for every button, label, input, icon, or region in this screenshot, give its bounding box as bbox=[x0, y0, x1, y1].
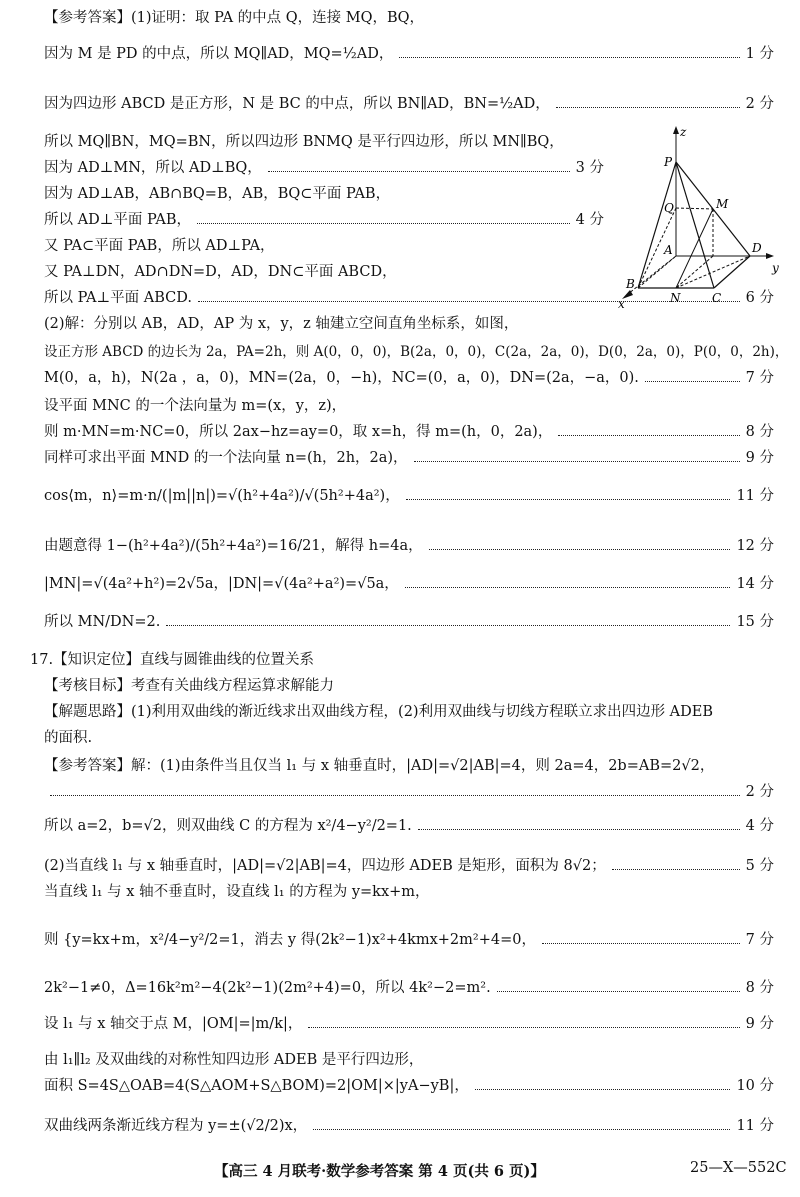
answer-line-3 bbox=[44, 94, 774, 114]
line-text: 所以 MN/DN=2. bbox=[44, 614, 161, 630]
answer-line-4 bbox=[44, 132, 564, 152]
label-b: B bbox=[626, 277, 635, 291]
answer-line-29 bbox=[44, 882, 430, 902]
leader-dots bbox=[542, 943, 740, 944]
answer-line-22 bbox=[44, 676, 334, 696]
answer-line-12 bbox=[44, 342, 788, 362]
leader-dots bbox=[497, 991, 740, 992]
line-text: 面积 S=4S△OAB=4(S△AOM+S△BOM)=2|OM|×|yA−yB|， bbox=[44, 1078, 469, 1094]
leader-dots bbox=[556, 107, 740, 108]
line-text: 因为 AD⊥AB，AB∩BQ=B，AB，BQ⊂平面 PAB， bbox=[44, 186, 391, 202]
label-p: P bbox=[664, 155, 673, 169]
line-text: 因为 AD⊥MN，所以 AD⊥BQ， bbox=[44, 160, 262, 176]
score-label: 2 分 bbox=[745, 96, 774, 112]
answer-line-33 bbox=[44, 1050, 423, 1070]
line-text: 2k²−1≠0，Δ=16k²m²−4(2k²−1)(2m²+4)=0，所以 4k²−2=m². bbox=[44, 980, 491, 996]
line-text: 【参考答案】(1)证明：取 PA 的中点 Q，连接 MQ，BQ， bbox=[44, 10, 425, 26]
segment-mn bbox=[676, 209, 713, 288]
line-text: (2)解：分别以 AB，AD，AP 为 x，y，z 轴建立空间直角坐标系，如图， bbox=[44, 316, 519, 332]
answer-line-28 bbox=[44, 856, 774, 876]
footer-title: 【高三 4 月联考·数学参考答案 第 4 页(共 6 页)】 bbox=[214, 1163, 545, 1180]
leader-dots bbox=[268, 171, 570, 172]
line-text: 设 l₁ 与 x 轴交于点 M，|OM|=|m/k|， bbox=[44, 1016, 303, 1032]
z-axis-arrow bbox=[673, 126, 679, 134]
label-d: D bbox=[752, 241, 762, 255]
answer-line-13 bbox=[44, 368, 774, 388]
leader-dots bbox=[645, 381, 740, 382]
score-label: 12 分 bbox=[736, 538, 774, 554]
score-label: 5 分 bbox=[745, 858, 774, 874]
line-text: 的面积. bbox=[44, 730, 93, 746]
leader-dots bbox=[406, 499, 731, 500]
answer-line-26 bbox=[44, 782, 774, 802]
leader-dots bbox=[414, 461, 740, 462]
answer-line-14 bbox=[44, 396, 346, 416]
footer-code: 25—X—552C bbox=[690, 1160, 787, 1176]
answer-line-34 bbox=[44, 1076, 774, 1096]
edge-cd bbox=[714, 256, 750, 288]
answer-line-7 bbox=[44, 210, 604, 230]
line-text: |MN|=√(4a²+h²)=2√5a，|DN|=√(4a²+a²)=√5a， bbox=[44, 576, 399, 592]
line-text: 所以 AD⊥平面 PAB， bbox=[44, 212, 192, 228]
leader-dots bbox=[612, 869, 740, 870]
leader-dots bbox=[313, 1129, 730, 1130]
leader-dots bbox=[308, 1027, 739, 1028]
edge-pb bbox=[638, 162, 676, 288]
line-text: 又 PA⊥DN，AD∩DN=D，AD，DN⊂平面 ABCD， bbox=[44, 264, 397, 280]
line-text: 【参考答案】解：(1)由条件当且仅当 l₁ 与 x 轴垂直时，|AD|=√2|AB|=4，则 2a=4，2b=AB=2√2， bbox=[44, 758, 715, 774]
answer-line-8 bbox=[44, 236, 275, 256]
answer-line-23 bbox=[44, 702, 713, 722]
edge-pc bbox=[676, 162, 714, 288]
leader-dots bbox=[475, 1089, 731, 1090]
answer-line-20 bbox=[44, 612, 774, 632]
label-a: A bbox=[664, 243, 673, 257]
answer-line-6 bbox=[44, 184, 390, 204]
line-text: 所以 PA⊥平面 ABCD. bbox=[44, 290, 192, 306]
answer-line-1 bbox=[44, 8, 424, 28]
line-text: 因为四边形 ABCD 是正方形，N 是 BC 的中点，所以 BN∥AD，BN=½AD， bbox=[44, 96, 550, 112]
line-text: 当直线 l₁ 与 x 轴不垂直时，设直线 l₁ 的方程为 y=kx+m， bbox=[44, 884, 430, 900]
score-label: 7 分 bbox=[745, 932, 774, 948]
answer-line-25 bbox=[44, 756, 714, 776]
segment-base-helper bbox=[676, 256, 713, 288]
leader-dots bbox=[418, 829, 740, 830]
answer-line-35 bbox=[44, 1116, 774, 1136]
answer-line-31 bbox=[44, 978, 774, 998]
score-label: 11 分 bbox=[736, 1118, 774, 1134]
label-y: y bbox=[772, 261, 779, 275]
line-text: cos⟨m，n⟩=m·n/(|m||n|)=√(h²+4a²)/√(5h²+4a²)， bbox=[44, 488, 400, 504]
score-label: 15 分 bbox=[736, 614, 774, 630]
score-label: 8 分 bbox=[745, 980, 774, 996]
label-n: N bbox=[670, 291, 681, 305]
line-text: 所以 MQ∥BN，MQ=BN，所以四边形 BNMQ 是平行四边形，所以 MN∥BQ， bbox=[44, 134, 564, 150]
leader-dots bbox=[197, 223, 570, 224]
score-label: 4 分 bbox=[575, 212, 604, 228]
label-m: M bbox=[716, 197, 729, 211]
score-label: 10 分 bbox=[736, 1078, 774, 1094]
score-label: 14 分 bbox=[736, 576, 774, 592]
leader-dots bbox=[429, 549, 731, 550]
answer-line-32 bbox=[44, 1014, 774, 1034]
label-z: z bbox=[680, 125, 687, 139]
line-text: 【解题思路】(1)利用双曲线的渐近线求出双曲线方程，(2)利用双曲线与切线方程联立求出四边形 ADEB bbox=[44, 704, 714, 720]
answer-line-9 bbox=[44, 262, 397, 282]
score-label: 3 分 bbox=[575, 160, 604, 176]
score-label: 8 分 bbox=[745, 424, 774, 440]
score-label: 2 分 bbox=[745, 784, 774, 800]
score-label: 7 分 bbox=[745, 370, 774, 386]
line-text: 设正方形 ABCD 的边长为 2a，PA=2h，则 A(0，0，0)，B(2a，0，0)，C(2a，2a，0)，D(0，2a，0)，P(0，0，2h)， bbox=[44, 344, 789, 360]
answer-line-21 bbox=[30, 650, 314, 670]
leader-dots bbox=[558, 435, 739, 436]
answer-line-30 bbox=[44, 930, 774, 950]
line-text: 则 m·MN=m·NC=0，所以 2ax−hz=ay=0，取 x=h，得 m=(h，0，2a)， bbox=[44, 424, 553, 440]
line-text: 又 PA⊂平面 PAB，所以 AD⊥PA， bbox=[44, 238, 275, 254]
leader-dots bbox=[405, 587, 731, 588]
line-text: 同样可求出平面 MND 的一个法向量 n=(h，2h，2a)， bbox=[44, 450, 408, 466]
line-text: 双曲线两条渐近线方程为 y=±(√2/2)x， bbox=[44, 1118, 308, 1134]
line-text: 【考核目标】考查有关曲线方程运算求解能力 bbox=[44, 678, 334, 694]
answer-line-24 bbox=[44, 728, 92, 748]
answer-line-15 bbox=[44, 422, 774, 442]
line-text: 所以 a=2，b=√2，则双曲线 C 的方程为 x²/4−y²/2=1. bbox=[44, 818, 412, 834]
label-x: x bbox=[618, 297, 625, 311]
line-text: 设平面 MNC 的一个法向量为 m=(x，y，z)， bbox=[44, 398, 347, 414]
answer-line-27 bbox=[44, 816, 774, 836]
label-q: Q bbox=[664, 201, 674, 215]
answer-line-19 bbox=[44, 574, 774, 594]
answer-line-11 bbox=[44, 314, 518, 334]
leader-dots bbox=[50, 795, 740, 796]
line-text: (2)当直线 l₁ 与 x 轴垂直时，|AD|=√2|AB|=4，四边形 ADEB 是矩形，面积为 8√2； bbox=[44, 858, 606, 874]
label-c: C bbox=[712, 291, 722, 305]
answer-line-16 bbox=[44, 448, 774, 468]
score-label: 6 分 bbox=[745, 290, 774, 306]
segment-qm bbox=[676, 208, 713, 209]
answer-line-18 bbox=[44, 536, 774, 556]
score-label: 9 分 bbox=[745, 450, 774, 466]
line-text: 则 {y=kx+m，x²/4−y²/2=1，消去 y 得(2k²−1)x²+4kmx+2m²+4=0， bbox=[44, 932, 536, 948]
line-text: 由题意得 1−(h²+4a²)/(5h²+4a²)=16/21，解得 h=4a， bbox=[44, 538, 423, 554]
edge-ab bbox=[638, 256, 676, 288]
score-label: 11 分 bbox=[736, 488, 774, 504]
answer-line-5 bbox=[44, 158, 604, 178]
y-axis-arrow bbox=[766, 253, 774, 259]
leader-dots bbox=[399, 57, 739, 58]
line-text: 因为 M 是 PD 的中点，所以 MQ∥AD，MQ=½AD， bbox=[44, 46, 394, 62]
pyramid-figure bbox=[610, 122, 790, 312]
answer-line-2 bbox=[44, 44, 774, 64]
line-text: M(0，a，h)，N(2a ，a，0)，MN=(2a，0，−h)，NC=(0，a，0)，DN=(2a，−a，0). bbox=[44, 370, 639, 386]
leader-dots bbox=[166, 625, 730, 626]
line-text: 由 l₁∥l₂ 及双曲线的对称性知四边形 ADEB 是平行四边形， bbox=[44, 1052, 424, 1068]
score-label: 1 分 bbox=[745, 46, 774, 62]
score-label: 4 分 bbox=[745, 818, 774, 834]
score-label: 9 分 bbox=[745, 1016, 774, 1032]
line-text: 17.【知识定位】直线与圆锥曲线的位置关系 bbox=[30, 652, 315, 668]
answer-line-17 bbox=[44, 486, 774, 506]
